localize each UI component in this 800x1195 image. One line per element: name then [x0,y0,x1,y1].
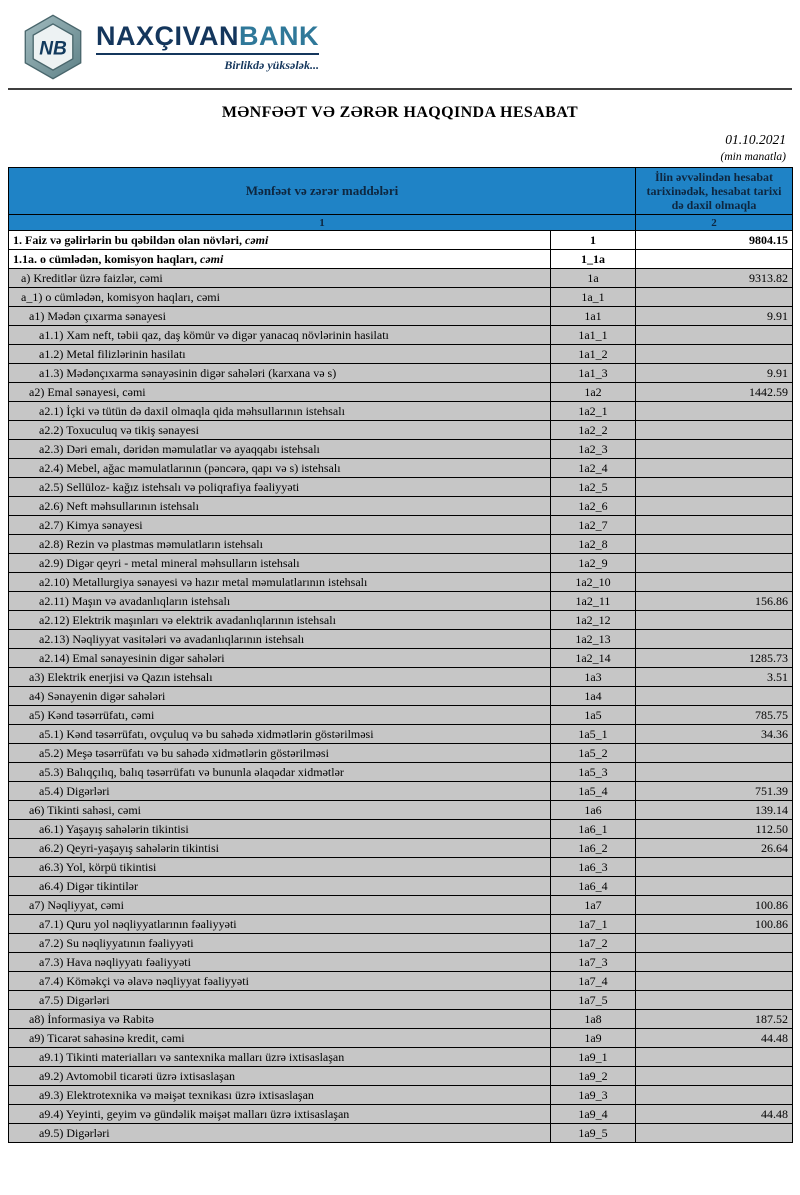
row-value [636,744,793,763]
row-value: 9804.15 [636,231,793,250]
report-date: 01.10.2021 [725,132,786,147]
row-label: a7.2) Su nəqliyyatının fəaliyyəti [9,934,551,953]
row-value [636,421,793,440]
row-code: 1a9_5 [551,1124,636,1143]
row-code: 1a6_4 [551,877,636,896]
row-value [636,687,793,706]
table-row [9,497,793,516]
row-value [636,611,793,630]
row-label: a6.2) Qeyri-yaşayış sahələrin tikintisi [9,839,551,858]
row-label: a2.10) Metallurgiya sənayesi və hazır metal məmulatlarının istehsalı [9,573,551,592]
row-label: a4) Sənayenin digər sahələri [9,687,551,706]
row-label: a9.2) Avtomobil ticarəti üzrə ixtisaslaşan [9,1067,551,1086]
row-label: a2) Emal sənayesi, cəmi [9,383,551,402]
row-value: 9.91 [636,307,793,326]
row-code: 1a2_6 [551,497,636,516]
row-label-italic: cəmi [200,251,224,266]
row-code: 1a1 [551,307,636,326]
table-row [9,1124,793,1143]
row-label: a9) Ticarət sahəsinə kredit, cəmi [9,1029,551,1048]
row-value [636,554,793,573]
row-label: a7.4) Köməkçi və əlavə nəqliyyat fəaliyyəti [9,972,551,991]
row-code: 1a4 [551,687,636,706]
row-code: 1a7_4 [551,972,636,991]
page-header [0,0,800,86]
report-table-body [9,231,793,1143]
row-value [636,763,793,782]
row-value: 785.75 [636,706,793,725]
row-value: 3.51 [636,668,793,687]
header-divider [8,88,792,90]
row-label: a2.13) Nəqliyyat vasitələri və avadanlıqlarının istehsalı [9,630,551,649]
row-code: 1a9_3 [551,1086,636,1105]
row-label: a7.5) Digərləri [9,991,551,1010]
table-row [9,1010,793,1029]
row-label: a3) Elektrik enerjisi və Qazın istehsalı [9,668,551,687]
table-row [9,364,793,383]
row-code: 1a2 [551,383,636,402]
row-value: 139.14 [636,801,793,820]
table-row [9,1048,793,1067]
table-row [9,402,793,421]
row-value: 100.86 [636,896,793,915]
row-code: 1 [551,231,636,250]
table-row [9,307,793,326]
row-code: 1a [551,269,636,288]
row-code: 1a6 [551,801,636,820]
table-row [9,896,793,915]
brand-name [96,21,319,55]
table-row [9,782,793,801]
row-code: 1a1_2 [551,345,636,364]
row-label: a6) Tikinti sahəsi, cəmi [9,801,551,820]
row-value: 34.36 [636,725,793,744]
table-row [9,421,793,440]
row-label: a2.5) Sellüloz- kağız istehsalı və poliqrafiya fəaliyyəti [9,478,551,497]
row-code: 1a7_5 [551,991,636,1010]
row-value [636,459,793,478]
table-row [9,288,793,307]
table-row [9,934,793,953]
row-value [636,991,793,1010]
report-table-head [9,168,793,231]
row-code: 1a5_1 [551,725,636,744]
row-value: 9.91 [636,364,793,383]
row-label: 1.1a. o cümlədən, komisyon haqları, cəmi [9,250,551,269]
row-value [636,573,793,592]
row-value: 44.48 [636,1105,793,1124]
table-colnum-row [9,215,793,231]
row-label: a9.4) Yeyinti, geyim və gündəlik məişət malları üzrə ixtisaslaşan [9,1105,551,1124]
row-value [636,288,793,307]
row-code: 1a5_2 [551,744,636,763]
table-row [9,744,793,763]
row-code: 1a2_9 [551,554,636,573]
row-code: 1a7 [551,896,636,915]
table-row [9,573,793,592]
row-label: a5.1) Kənd təsərrüfatı, ovçuluq və bu sahədə xidmətlərin göstərilməsi [9,725,551,744]
table-row [9,592,793,611]
row-label: a2.11) Maşın və avadanlıqların istehsalı [9,592,551,611]
report-title: MƏNFƏƏT VƏ ZƏRƏR HAQQINDA HESABAT [221,104,579,121]
row-label: a2.14) Emal sənayesinin digər sahələri [9,649,551,668]
row-value: 751.39 [636,782,793,801]
row-value [636,326,793,345]
row-label: a1.2) Metal filizlərinin hasilatı [9,345,551,364]
table-row [9,1067,793,1086]
logo-monogram: NB [39,38,67,60]
row-value [636,345,793,364]
table-row [9,668,793,687]
table-row [9,915,793,934]
row-value [636,630,793,649]
row-code: 1a6_2 [551,839,636,858]
table-row [9,440,793,459]
table-row [9,611,793,630]
table-row [9,1029,793,1048]
row-code: 1a2_3 [551,440,636,459]
row-code: 1a5_3 [551,763,636,782]
row-code: 1a9 [551,1029,636,1048]
row-code: 1a6_3 [551,858,636,877]
table-row [9,687,793,706]
row-label: a2.3) Dəri emalı, dəridən məmulatlar və ayaqqabı istehsalı [9,440,551,459]
row-code: 1a9_1 [551,1048,636,1067]
row-code: 1a2_2 [551,421,636,440]
row-value [636,877,793,896]
row-value [636,250,793,269]
row-code: 1a2_7 [551,516,636,535]
table-row [9,269,793,288]
row-code: 1a1_3 [551,364,636,383]
row-code: 1a6_1 [551,820,636,839]
table-row [9,250,793,269]
row-label: a9.5) Digərləri [9,1124,551,1143]
row-label: a2.9) Digər qeyri - metal mineral məhsulların istehsalı [9,554,551,573]
table-row [9,478,793,497]
table-row [9,972,793,991]
row-code: 1a9_4 [551,1105,636,1124]
row-value [636,497,793,516]
row-code: 1a_1 [551,288,636,307]
row-value [636,516,793,535]
row-code: 1a5_4 [551,782,636,801]
row-value: 1442.59 [636,383,793,402]
row-code: 1a1_1 [551,326,636,345]
row-label: a2.8) Rezin və plastmas məmulatların istehsalı [9,535,551,554]
row-label: a1) Mədən çıxarma sənayesi [9,307,551,326]
row-label: a6.3) Yol, körpü tikintisi [9,858,551,877]
table-row [9,516,793,535]
row-value: 112.50 [636,820,793,839]
row-label: a5.4) Digərləri [9,782,551,801]
row-value [636,478,793,497]
table-row [9,839,793,858]
row-label: a5.3) Balıqçılıq, balıq təsərrüfatı və bununla əlaqədar xidmətlər [9,763,551,782]
row-code: 1a7_2 [551,934,636,953]
row-code: 1a2_1 [551,402,636,421]
row-label: a1.3) Mədənçıxarma sənayəsinin digər sahələri (karxana və s) [9,364,551,383]
row-label: a2.7) Kimya sənayesi [9,516,551,535]
col-header-items: Mənfəət və zərər maddələri [9,168,636,215]
bank-logo [20,14,86,80]
row-label: a_1) o cümlədən, komisyon haqları, cəmi [9,288,551,307]
table-row [9,953,793,972]
row-label: a2.4) Mebel, ağac məmulatlarının (pəncərə, qapı və s) istehsalı [9,459,551,478]
row-label: a6.4) Digər tikintilər [9,877,551,896]
row-label-italic: cəmi [245,232,269,247]
colnum-items: 1 [9,215,636,231]
table-row [9,345,793,364]
table-row [9,383,793,402]
row-value: 100.86 [636,915,793,934]
row-value [636,1048,793,1067]
row-code: 1a2_8 [551,535,636,554]
row-label: a7) Nəqliyyat, cəmi [9,896,551,915]
table-row [9,1086,793,1105]
table-row [9,820,793,839]
row-value [636,440,793,459]
row-code: 1a2_12 [551,611,636,630]
col-header-period: İlin əvvəlindən hesabat tarixinədək, hesabat tarixi də daxil olmaqla [636,168,793,215]
table-row [9,877,793,896]
row-label: a7.3) Hava nəqliyyatı fəaliyyəti [9,953,551,972]
table-row [9,763,793,782]
table-row [9,535,793,554]
brand [96,21,319,73]
row-label: a2.2) Toxuculuq və tikiş sənayesi [9,421,551,440]
brand-name-primary: NAXÇIVAN [96,21,240,51]
row-code: 1a8 [551,1010,636,1029]
brand-name-secondary: BANK [239,21,320,51]
table-row [9,459,793,478]
row-code: 1a2_5 [551,478,636,497]
row-value: 156.86 [636,592,793,611]
row-label: a2.6) Neft məhsullarının istehsalı [9,497,551,516]
row-label: a9.1) Tikinti materialları və santexnika malları üzrə ixtisaslaşan [9,1048,551,1067]
row-label: a2.12) Elektrik maşınları və elektrik avadanlıqlarının istehsalı [9,611,551,630]
table-row [9,991,793,1010]
row-code: 1a5 [551,706,636,725]
row-code: 1a2_11 [551,592,636,611]
row-label: a7.1) Quru yol nəqliyyatlarının fəaliyyəti [9,915,551,934]
row-code: 1a7_1 [551,915,636,934]
row-value [636,1086,793,1105]
row-code: 1a7_3 [551,953,636,972]
table-row [9,630,793,649]
row-label: a) Kreditlər üzrə faizlər, cəmi [9,269,551,288]
row-value [636,535,793,554]
table-row [9,1105,793,1124]
brand-tagline: Birlikdə yüksələk... [224,58,320,72]
row-value [636,1067,793,1086]
row-value [636,953,793,972]
row-label: 1. Faiz və gəlirlərin bu qəbildən olan növləri, cəmi [9,231,551,250]
row-code: 1a2_14 [551,649,636,668]
row-value: 44.48 [636,1029,793,1048]
row-label: a8) İnformasiya və Rabitə [9,1010,551,1029]
row-code: 1_1a [551,250,636,269]
table-row [9,801,793,820]
row-value: 187.52 [636,1010,793,1029]
row-value: 9313.82 [636,269,793,288]
unit-note: (min manatla) [720,151,786,163]
table-row [9,706,793,725]
row-code: 1a9_2 [551,1067,636,1086]
row-label: a1.1) Xam neft, təbii qaz, daş kömür və digər yanacaq növlərinin hasilatı [9,326,551,345]
row-code: 1a2_10 [551,573,636,592]
row-value [636,402,793,421]
row-value [636,934,793,953]
row-code: 1a2_4 [551,459,636,478]
report-table [8,167,793,1143]
row-label: a9.3) Elektrotexnika və məişət texnikası üzrə ixtisaslaşan [9,1086,551,1105]
row-value: 1285.73 [636,649,793,668]
row-value [636,972,793,991]
colnum-value: 2 [636,215,793,231]
row-code: 1a3 [551,668,636,687]
row-value [636,1124,793,1143]
table-header-row [9,168,793,215]
table-row [9,858,793,877]
table-row [9,326,793,345]
row-value [636,858,793,877]
row-label: a5.2) Meşə təsərrüfatı və bu sahədə xidmətlərin göstərilməsi [9,744,551,763]
table-row [9,231,793,250]
row-label: a6.1) Yaşayış sahələrin tikintisi [9,820,551,839]
row-label: a2.1) İçki və tütün də daxil olmaqla qida məhsullarının istehsalı [9,402,551,421]
table-row [9,725,793,744]
table-row [9,554,793,573]
row-label: a5) Kənd təsərrüfatı, cəmi [9,706,551,725]
row-code: 1a2_13 [551,630,636,649]
row-value: 26.64 [636,839,793,858]
table-row [9,649,793,668]
